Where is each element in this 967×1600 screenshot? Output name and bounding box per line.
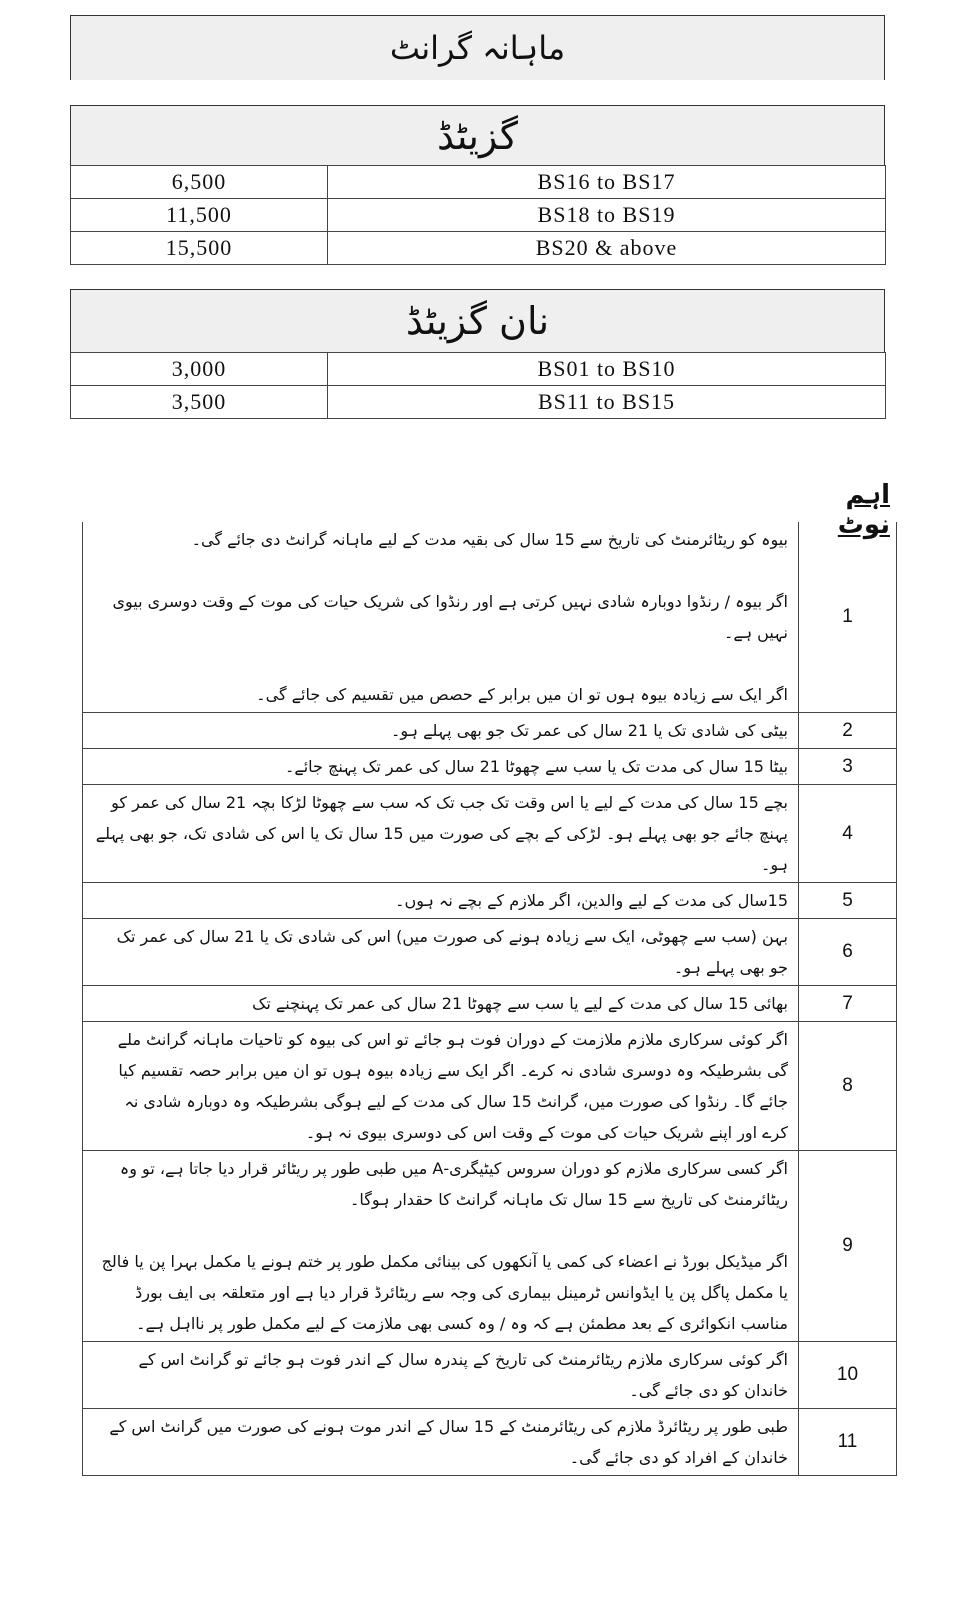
table-row bbox=[71, 199, 886, 232]
notes-table bbox=[82, 522, 897, 1476]
notes-heading: اہم نوٹ bbox=[837, 480, 890, 540]
grade-cell: BS20 & above bbox=[328, 232, 886, 265]
note-paragraph: اگر ایک سے زیادہ بیوہ ہوں تو ان میں برابر کے حصص میں تقسیم کی جائے گی۔ bbox=[256, 685, 788, 704]
note-text bbox=[83, 1342, 799, 1409]
note-number: 5 bbox=[799, 883, 897, 919]
non-gazetted-heading bbox=[70, 289, 885, 352]
amount-cell: 11,500 bbox=[71, 199, 328, 232]
grade-cell: BS18 to BS19 bbox=[328, 199, 886, 232]
non-gazetted-table bbox=[70, 352, 886, 419]
note-text bbox=[83, 1409, 799, 1476]
note-paragraph: بچے 15 سال کی مدت کے لیے یا اس وقت تک جب تک کہ سب سے چھوٹا لڑکا بچہ 21 سال کی عمر کو پہنچ جائے جو بھی پہلے ہو۔ لڑکی کے بچے کی صورت میں 15 سال تک یا اس کی شادی تک، جو بھی پہلے ہو۔ bbox=[95, 793, 788, 874]
note-paragraph: بھائی 15 سال کی مدت کے لیے یا سب سے چھوٹا 21 سال کی عمر تک پہنچنے تک bbox=[252, 994, 788, 1013]
note-text bbox=[83, 749, 799, 785]
grade-cell: BS01 to BS10 bbox=[328, 353, 886, 386]
note-row bbox=[83, 713, 897, 749]
note-paragraph: 15سال کی مدت کے لیے والدین، اگر ملازم کے بچے نہ ہوں۔ bbox=[395, 891, 788, 910]
note-text bbox=[83, 713, 799, 749]
note-number: 3 bbox=[799, 749, 897, 785]
non-gazetted-heading-text: نان گزیٹڈ bbox=[405, 299, 550, 343]
note-row bbox=[83, 1022, 897, 1151]
note-number: 6 bbox=[799, 919, 897, 986]
table-row bbox=[71, 353, 886, 386]
gazetted-heading-text: گزیٹڈ bbox=[436, 113, 519, 158]
note-row bbox=[83, 919, 897, 986]
amount-cell: 15,500 bbox=[71, 232, 328, 265]
note-row bbox=[83, 883, 897, 919]
note-paragraph: بہن (سب سے چھوٹی، ایک سے زیادہ ہونے کی صورت میں) اس کی شادی تک یا 21 سال کی عمر تک جو بھی پہلے ہو۔ bbox=[116, 927, 788, 977]
note-text bbox=[83, 986, 799, 1022]
note-paragraph: اگر کوئی سرکاری ملازم ریٹائرمنٹ کی تاریخ کے پندرہ سال کے اندر فوت ہو جائے تو گرانٹ اس کے خاندان کو دی جائے گی۔ bbox=[138, 1350, 788, 1400]
note-text bbox=[83, 785, 799, 883]
note-row bbox=[83, 522, 897, 713]
note-paragraph: بیٹا 15 سال کی مدت تک یا سب سے چھوٹا 21 سال کی عمر تک پہنچ جائے۔ bbox=[284, 757, 788, 776]
amount-cell: 6,500 bbox=[71, 166, 328, 199]
page-title bbox=[70, 15, 885, 80]
note-number: 8 bbox=[799, 1022, 897, 1151]
gazetted-heading bbox=[70, 105, 885, 165]
note-text bbox=[83, 883, 799, 919]
note-number: 10 bbox=[799, 1342, 897, 1409]
gazetted-table bbox=[70, 165, 886, 265]
note-text bbox=[83, 1022, 799, 1151]
note-paragraph: اگر کسی سرکاری ملازم کو دوران سروس کیٹیگری-A میں طبی طور پر ریٹائر قرار دیا جاتا ہے، تو وہ ریٹائرمنٹ کی تاریخ سے 15 سال تک ماہانہ گرانٹ کا حقدار ہوگا۔ bbox=[119, 1159, 788, 1209]
note-row bbox=[83, 1409, 897, 1476]
note-row bbox=[83, 1151, 897, 1342]
amount-cell: 3,000 bbox=[71, 353, 328, 386]
note-number: 9 bbox=[799, 1151, 897, 1342]
page-title-text: ماہانہ گرانٹ bbox=[389, 29, 566, 67]
note-paragraph: بیوہ کو ریٹائرمنٹ کی تاریخ سے 15 سال کی بقیہ مدت کے لیے ماہانہ گرانٹ دی جائے گی۔ bbox=[191, 530, 788, 549]
note-row bbox=[83, 1342, 897, 1409]
note-row bbox=[83, 749, 897, 785]
grade-cell: BS16 to BS17 bbox=[328, 166, 886, 199]
note-text bbox=[83, 522, 799, 713]
table-row bbox=[71, 386, 886, 419]
note-text bbox=[83, 1151, 799, 1342]
note-paragraph: اگر بیوہ / رنڈوا دوبارہ شادی نہیں کرتی ہے اور رنڈوا کی شریک حیات کی موت کے وقت دوسری بیوی نہیں ہے۔ bbox=[112, 592, 788, 642]
table-row bbox=[71, 166, 886, 199]
note-number: 7 bbox=[799, 986, 897, 1022]
grade-cell: BS11 to BS15 bbox=[328, 386, 886, 419]
note-paragraph: اگر کوئی سرکاری ملازم ملازمت کے دوران فوت ہو جائے تو اس کی بیوہ کو تاحیات ماہانہ گرانٹ ملے گی بشرطیکہ وہ دوسری شادی نہ کرے۔ اگر ایک سے زیادہ بیوہ ہوں تو ان میں برابر حصہ تقسیم کیا جائے گا۔ رنڈوا کی صورت میں، گرانٹ 15 سال کی مدت کے لیے ہوگی بشرطیکہ وہ دوبارہ شادی نہ کرے اور اپنے شریک حیات کی موت کے وقت اس کی دوسری بیوی نہ ہو۔ bbox=[117, 1030, 788, 1142]
note-row bbox=[83, 986, 897, 1022]
note-number: 2 bbox=[799, 713, 897, 749]
note-number: 4 bbox=[799, 785, 897, 883]
note-paragraph: اگر میڈیکل بورڈ نے اعضاء کی کمی یا آنکھوں کی بینائی مکمل طور پر ختم ہونے یا مکمل بہرا پن یا فالج یا مکمل پاگل پن یا ایڈوانس ٹرمینل بیماری کی وجہ سے ریٹائرڈ قرار دیا ہے اور متعلقہ بی ایف بورڈ مناسب انکوائری کے بعد مطمئن ہے کہ وہ / وہ کسی بھی ملازمت کے لیے مکمل طور پر نااہل ہے۔ bbox=[101, 1252, 788, 1333]
amount-cell: 3,500 bbox=[71, 386, 328, 419]
note-number: 1 bbox=[799, 522, 897, 713]
note-paragraph: بیٹی کی شادی تک یا 21 سال کی عمر تک جو بھی پہلے ہو۔ bbox=[391, 721, 788, 740]
note-number: 11 bbox=[799, 1409, 897, 1476]
note-paragraph: طبی طور پر ریٹائرڈ ملازم کی ریٹائرمنٹ کے 15 سال کے اندر موت ہونے کی صورت میں گرانٹ اس کے خاندان کے افراد کو دی جائے گی۔ bbox=[109, 1417, 788, 1467]
note-row bbox=[83, 785, 897, 883]
note-text bbox=[83, 919, 799, 986]
table-row bbox=[71, 232, 886, 265]
